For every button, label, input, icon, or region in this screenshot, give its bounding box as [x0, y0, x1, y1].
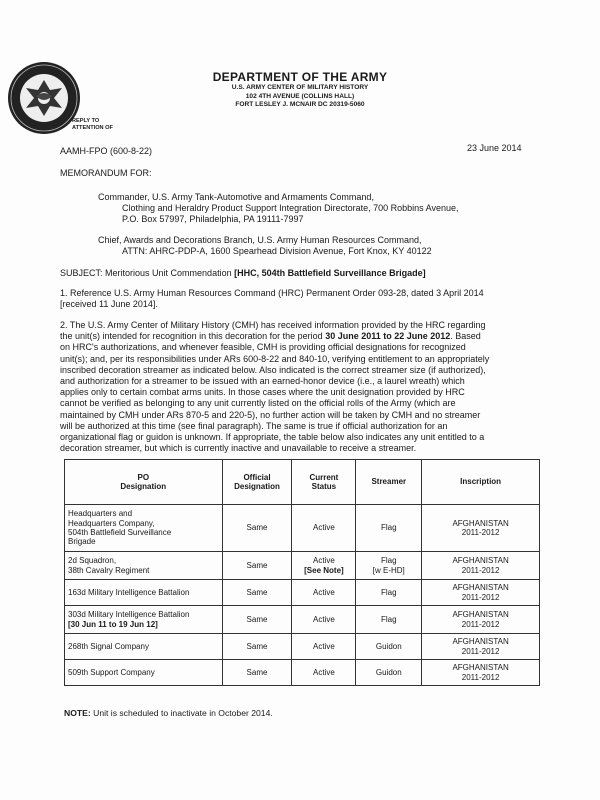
table-row: [65, 634, 540, 660]
cell-official: Same: [222, 580, 292, 606]
cell-streamer: Guidon: [356, 634, 422, 660]
table-row: [65, 580, 540, 606]
paragraph-2: 2. The U.S. Army Center of Military History (CMH) has received information provided by the HRC regarding the unit(s) intended for recognition in this decoration for the period 30 June 2011 to 22 June 2012. Based on HRC's authorizations, and whenever feasible, CMH is providing official designations for recognized unit(s); and, per its responsibilities under ARs 600-8-22 and 840-10, verifying entitlement to an appropriately inscribed decoration streamer as indicated below. Also indicated is the correct streamer size (if authorized), and authorization for a streamer to be issued with an earned-honor device (i.e., a laurel wreath) which applies only to certain combat arms units. In those cases where the unit designation provided by HRC cannot be verified as belonging to any unit currently listed on the official rolls of the Army (which are maintained by CMH under ARs 870-5 and 220-5), no further action will be taken by CMH and no streamer will be authorized at this time (see final paragraph). The same is true if official authorization for an organizational flag or guidon is unknown. If appropriate, the table below also indicates any unit entitled to a decoration streamer, but which is currently inactive and unavailable to receive a streamer.: [60, 320, 490, 454]
letterhead-line-3: FORT LESLEY J. MCNAIR DC 20319-5060: [235, 101, 365, 109]
header-streamer: Streamer: [356, 460, 422, 505]
letterhead-line-2: 102 4TH AVENUE (COLLINS HALL): [245, 92, 355, 100]
table-row: [65, 606, 540, 634]
cell-official: Same: [222, 660, 292, 686]
cell-inscription: AFGHANISTAN 2011-2012: [422, 660, 540, 686]
unit-designation-table: [64, 459, 540, 686]
department-of-defense-seal-icon: [6, 60, 82, 136]
table-row: [65, 552, 540, 580]
cell-streamer: Flag [w E-HD]: [356, 552, 422, 580]
paragraph-1: 1. Reference U.S. Army Human Resources Command (HRC) Permanent Order 093-28, dated 3 April 2014 [received 11 June 2014].: [60, 288, 484, 310]
addressee-2: Chief, Awards and Decorations Branch, U.S. Army Human Resources Command, ATTN: AHRC-PDP-A, 1600 Spearhead Division Avenue, Fort Knox, KY 40122: [98, 235, 432, 257]
header-po-designation: PO Designation: [65, 460, 223, 505]
cell-streamer: Flag: [356, 606, 422, 634]
cell-inscription: AFGHANISTAN 2011-2012: [422, 505, 540, 552]
cell-inscription: AFGHANISTAN 2011-2012: [422, 634, 540, 660]
department-title: DEPARTMENT OF THE ARMY: [212, 70, 388, 84]
cell-status: Active: [292, 606, 356, 634]
cell-po-designation: 268th Signal Company: [65, 634, 223, 660]
cell-streamer: Guidon: [356, 660, 422, 686]
cell-inscription: AFGHANISTAN 2011-2012: [422, 580, 540, 606]
header-inscription: Inscription: [422, 460, 540, 505]
cell-status: Active: [292, 580, 356, 606]
subject-line: SUBJECT: Meritorious Unit Commendation [HHC, 504th Battlefield Surveillance Brigade]: [60, 268, 426, 278]
cell-streamer: Flag: [356, 580, 422, 606]
cell-streamer: Flag: [356, 505, 422, 552]
cell-official: Same: [222, 606, 292, 634]
table-row: [65, 660, 540, 686]
header-current-status: Current Status: [292, 460, 356, 505]
letterhead-line-1: U.S. ARMY CENTER OF MILITARY HISTORY: [231, 84, 369, 91]
cell-status: Active: [292, 505, 356, 552]
header-official-designation: Official Designation: [222, 460, 292, 505]
cell-status: Active: [292, 634, 356, 660]
cell-po-designation: Headquarters and Headquarters Company, 504th Battlefield Surveillance Brigade: [65, 505, 223, 552]
cell-official: Same: [222, 634, 292, 660]
cell-inscription: AFGHANISTAN 2011-2012: [422, 552, 540, 580]
cell-status: Active [See Note]: [292, 552, 356, 580]
addressee-1: Commander, U.S. Army Tank-Automotive and Armaments Command, Clothing and Heraldry Product Support Integration Directorate, 700 Robbins Avenue, P.O. Box 57997, Philadelphia, PA 19111-7997: [98, 192, 459, 225]
letterhead: [150, 70, 450, 110]
cell-official: Same: [222, 552, 292, 580]
table-header-row: [65, 460, 540, 505]
memo-date: 23 June 2014: [467, 143, 522, 153]
cell-status: Active: [292, 660, 356, 686]
cell-po-designation: 2d Squadron, 38th Cavalry Regiment: [65, 552, 223, 580]
reply-to-label: REPLY TO ATTENTION OF: [72, 118, 113, 131]
cell-po-designation: 163d Military Intelligence Battalion: [65, 580, 223, 606]
cell-po-designation: 509th Support Company: [65, 660, 223, 686]
office-symbol: AAMH-FPO (600-8-22): [60, 146, 153, 156]
memorandum-for: MEMORANDUM FOR:: [60, 168, 152, 178]
cell-inscription: AFGHANISTAN 2011-2012: [422, 606, 540, 634]
table-row: [65, 505, 540, 552]
cell-po-designation: 303d Military Intelligence Battalion [30 Jun 11 to 19 Jun 12]: [65, 606, 223, 634]
footnote: NOTE: Unit is scheduled to inactivate in October 2014.: [64, 708, 273, 718]
cell-official: Same: [222, 505, 292, 552]
